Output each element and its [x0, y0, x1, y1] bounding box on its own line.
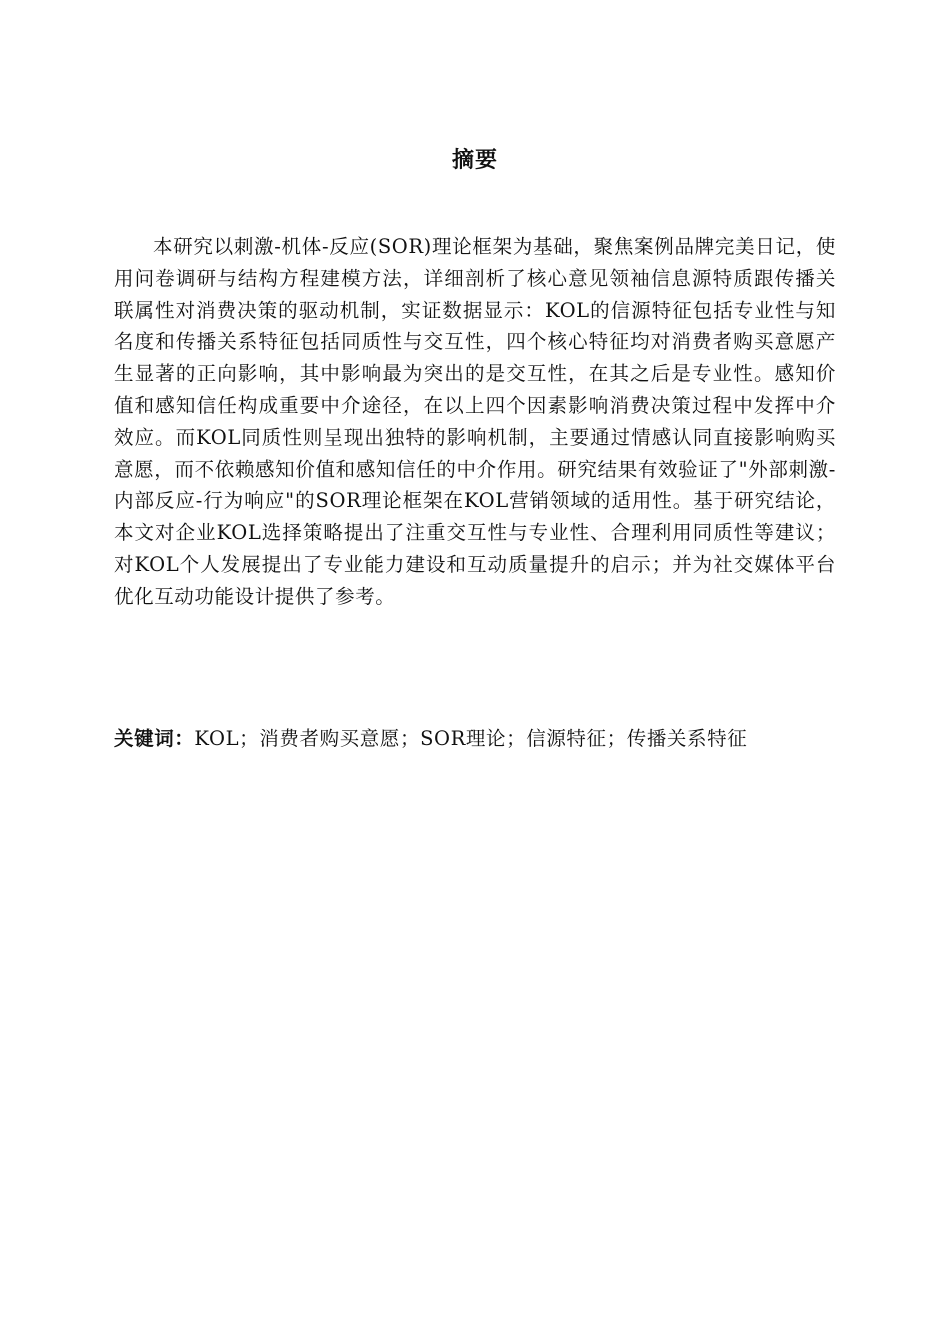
keywords-text: KOL；消费者购买意愿；SOR理论；信源特征；传播关系特征: [194, 727, 748, 750]
abstract-body: 本研究以刺激-机体-反应(SOR)理论框架为基础，聚焦案例品牌完美日记，使用问卷调研与结构方程建模方法，详细剖析了核心意见领袖信息源特质跟传播关联属性对消费决策的驱动机制，实证数据显示：KOL的信源特征包括专业性与知名度和传播关系特征包括同质性与交互性，四个核心特征均对消费者购买意愿产生显著的正向影响，其中影响最为突出的是交互性，在其之后是专业性。感知价值和感知信任构成重要中介途径，在以上四个因素影响消费决策过程中发挥中介效应。而KOL同质性则呈现出独特的影响机制，主要通过情感认同直接影响购买意愿，而不依赖感知价值和感知信任的中介作用。研究结果有效验证了"外部刺激-内部反应-行为响应"的SOR理论框架在KOL营销领域的适用性。基于研究结论，本文对企业KOL选择策略提出了注重交互性与专业性、合理利用同质性等建议；对KOL个人发展提出了专业能力建设和互动质量提升的启示；并为社交媒体平台优化互动功能设计提供了参考。: [114, 235, 836, 608]
keywords-line: [114, 722, 836, 755]
abstract-title: 摘要: [451, 148, 498, 173]
keywords-label: 关键词：: [114, 727, 195, 750]
